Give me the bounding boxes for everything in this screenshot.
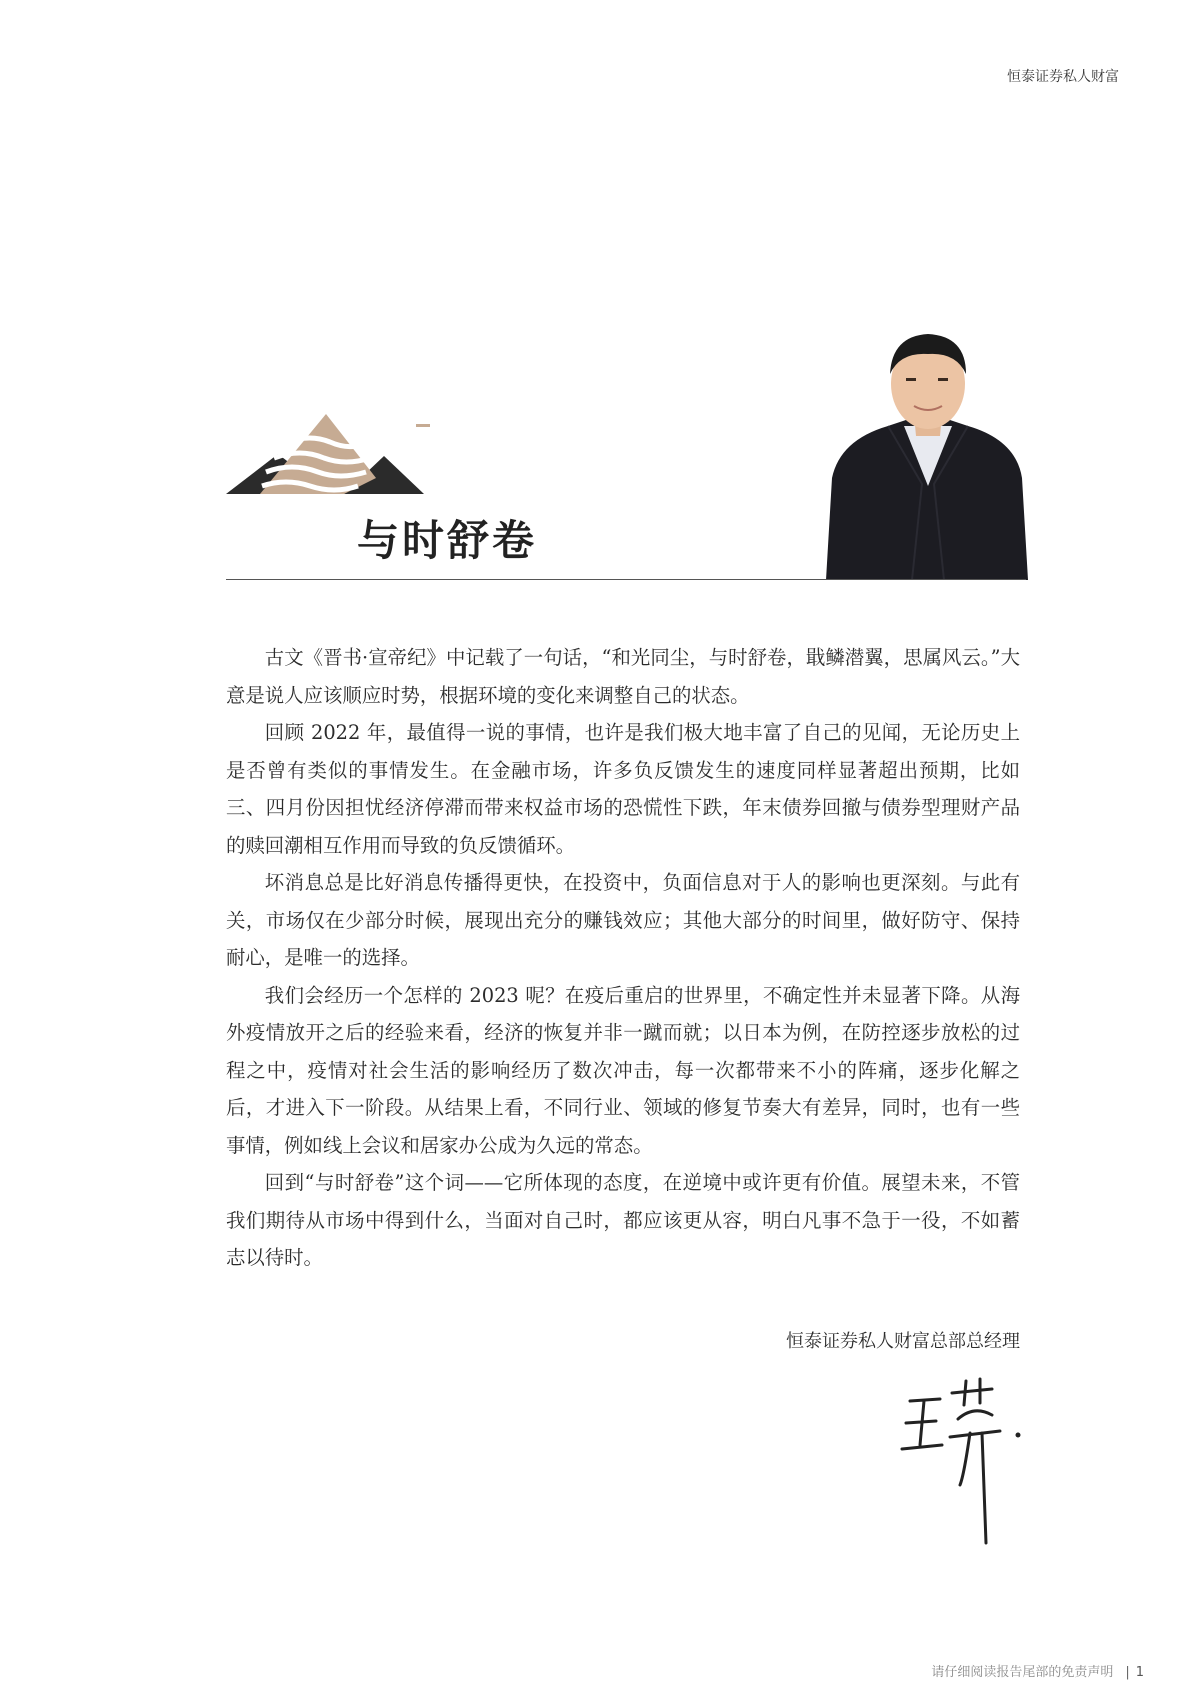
disclaimer-note: 请仔细阅读报告尾部的免责声明: [931, 1665, 1114, 1680]
paragraph: 我们会经历一个怎样的 2023 呢？在疫后重启的世界里，不确定性并未显著下降。从海外疫情放开之后的经验来看，经济的恢复并非一蹴而就；以日本为例，在防控逐步放松的过程之中，疫情对社会生活的影响经历了数次冲击，每一次都带来不小的阵痛，逐步化解之后，才进入下一阶段。从结果上看，不同行业、领域的修复节奏大有差异，同时，也有一些事情，例如线上会议和居家办公成为久远的常态。: [226, 983, 1020, 1157]
page-title: 与时舒卷: [357, 516, 538, 565]
footer: [931, 1661, 1144, 1680]
paragraph: 坏消息总是比好消息传播得更快，在投资中，负面信息对于人的影响也更深刻。与此有关，市场仅在少部分时候，展现出充分的赚钱效应；其他大部分的时间里，做好防守、保持耐心，是唯一的选择。: [226, 871, 1020, 969]
paragraph: 回顾 2022 年，最值得一说的事情，也许是我们极大地丰富了自己的见闻，无论历史上是否曾有类似的事情发生。在金融市场，许多负反馈发生的速度同样显著超出预期，比如三、四月份因担忧经济停滞而带来权益市场的恐慌性下跌，年末债券回撤与债券型理财产品的赎回潮相互作用而导致的负反馈循环。: [226, 721, 1020, 857]
title-divider: [226, 579, 1026, 580]
article-body: [226, 639, 1020, 1277]
signatory-title: 恒泰证券私人财富总部总经理: [786, 1331, 1020, 1352]
footer-separator: |: [1125, 1665, 1130, 1680]
mountain-logo-icon: [226, 408, 446, 508]
header-brand: 恒泰证券私人财富: [1007, 69, 1119, 85]
portrait-photo: [826, 318, 1028, 580]
paragraph: 古文《晋书·宣帝纪》中记载了一句话，“和光同尘，与时舒卷，戢鳞潜翼，思属风云。”大意是说人应该顺应时势，根据环境的变化来调整自己的状态。: [226, 646, 1020, 707]
handwritten-signature: [900, 1375, 1040, 1545]
paragraph: 回到“与时舒卷”这个词——它所体现的态度，在逆境中或许更有价值。展望未来，不管我们期待从市场中得到什么，当面对自己时，都应该更从容，明白凡事不急于一役，不如蓄志以待时。: [226, 1171, 1020, 1269]
page-number: 1: [1135, 1665, 1144, 1680]
